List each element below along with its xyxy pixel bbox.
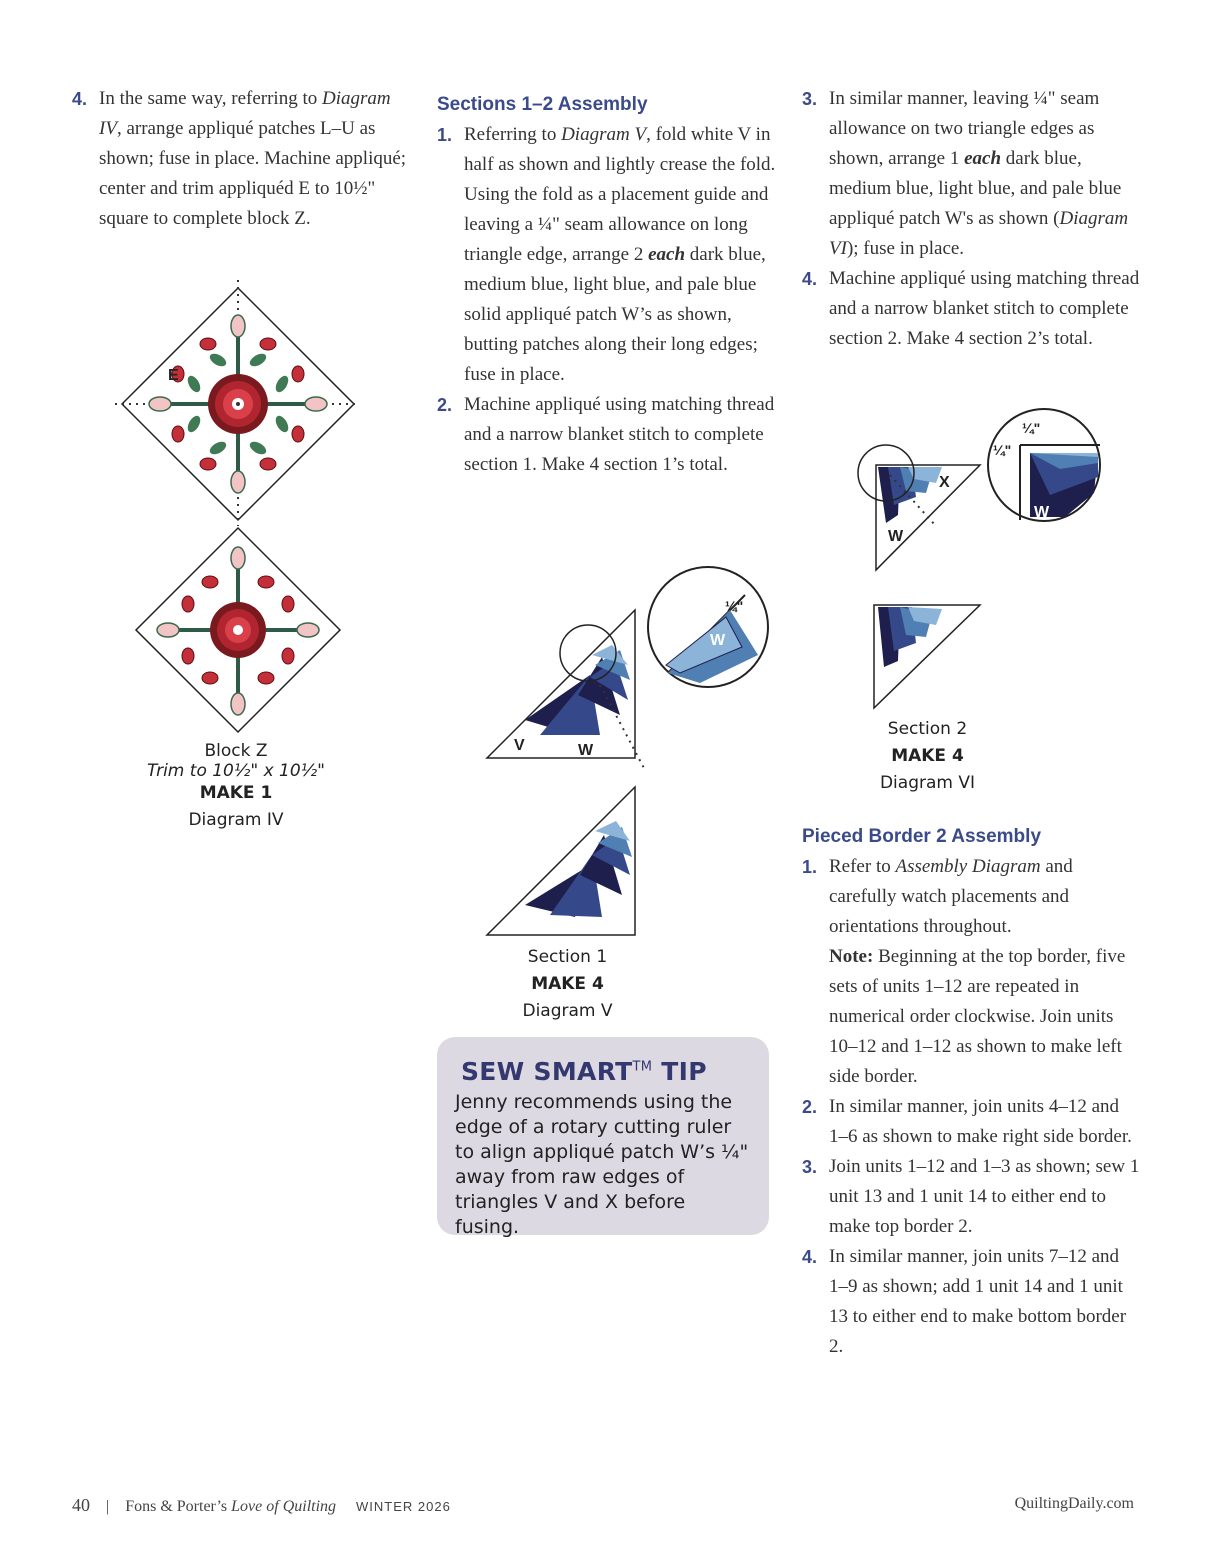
footer-divider: | bbox=[106, 1498, 110, 1515]
step-2-sections: 2. Machine appliqué using matching thread and a narrow blanket stitch to complete section 1. Make 4 section 1’s total. bbox=[437, 394, 775, 475]
label-e: E bbox=[168, 367, 179, 384]
step-1-sections: 1. Referring to Diagram V, fold white V in half as shown and lightly crease the fold. Using the fold as a placement guide and leaving a ¼" seam allowance on long triangle edge, arrange 2 each dark blue, medium blue, light blue, and pale blue solid appliqué patch W’s as shown, butting patches along their long edges; fuse in place. bbox=[437, 124, 776, 385]
column-2 bbox=[437, 84, 777, 480]
diagram-vi-section-2 bbox=[850, 405, 1110, 710]
heading-pieced-border: Pieced Border 2 Assembly bbox=[802, 826, 1042, 847]
publication-name: Fons & Porter’s bbox=[125, 1498, 232, 1515]
diagram-iv-caption: Block Z Trim to 10½" x 10½" MAKE 1 Diagram IV bbox=[147, 741, 325, 830]
footer-left: 40 | Fons & Porter’s Love of Quilting WINTER 2026 bbox=[72, 1495, 451, 1515]
border-step-1: 1. Refer to Assembly Diagram and carefully watch placements and orientations throughout. Note: Beginning at the top border, five sets of units 1–12 are repeated in numerical order clockwise. Join units 10–12 and 1–12 as shown to make left side border. bbox=[802, 856, 1126, 1087]
svg-text:W: W bbox=[578, 742, 594, 759]
column-3-border-section bbox=[802, 816, 1142, 1362]
svg-text:V: V bbox=[514, 737, 525, 754]
svg-text:W: W bbox=[710, 632, 726, 649]
tip-title: SEW SMART™ TIP bbox=[461, 1057, 707, 1086]
block-z-with-guides bbox=[115, 280, 360, 526]
column-3 bbox=[802, 84, 1142, 354]
svg-text:¼": ¼" bbox=[725, 598, 744, 614]
border-step-2: 2. In similar manner, join units 4–12 and 1–6 as shown to make right side border. bbox=[802, 1096, 1132, 1147]
step-4-section-2: 4. Machine appliqué using matching thread and a narrow blanket stitch to complete section 2. Make 4 section 2’s total. bbox=[802, 268, 1140, 349]
diagram-v-caption: Section 1 MAKE 4 Diagram V bbox=[522, 947, 613, 1021]
border-step-4: 4. In similar manner, join units 7–12 and 1–9 as shown; add 1 unit 14 and 1 unit 13 to either end to make bottom border 2. bbox=[802, 1246, 1127, 1357]
svg-text:¼": ¼" bbox=[993, 442, 1012, 458]
section-1-placement bbox=[487, 567, 768, 770]
step-4-block-z: 4. In the same way, referring to Diagram IV, arrange appliqué patches L–U as shown; fuse in place. Machine appliqué; center and trim appliquéd E to 10½" square to complete block Z. bbox=[72, 84, 412, 234]
svg-text:¼": ¼" bbox=[1022, 420, 1041, 436]
border-step-3: 3. Join units 1–12 and 1–3 as shown; sew 1 unit 13 and 1 unit 14 to either end to make top border 2. bbox=[802, 1156, 1140, 1237]
sew-smart-tip bbox=[437, 1037, 769, 1238]
page-number: 40 bbox=[72, 1495, 90, 1515]
section-2-placement bbox=[858, 409, 1100, 570]
diagram-v-section-1 bbox=[480, 565, 770, 945]
column-1 bbox=[72, 84, 412, 234]
issue: WINTER 2026 bbox=[356, 1499, 451, 1514]
diagram-iv-block-z bbox=[110, 280, 370, 740]
tip-body: Jenny recommends using the edge of a rotary cutting ruler to align appliqué patch W’s ¼" away from raw edges of triangles V and X before fusing. bbox=[455, 1091, 749, 1238]
svg-text:X: X bbox=[939, 474, 950, 491]
diagram-vi-caption: Section 2 MAKE 4 Diagram VI bbox=[879, 719, 976, 793]
section-1-finished bbox=[487, 787, 635, 935]
step-number: 4. bbox=[72, 89, 88, 109]
footer-site: QuiltingDaily.com bbox=[1014, 1495, 1134, 1512]
step-3-section-2: 3. In similar manner, leaving ¼" seam allowance on two triangle edges as shown, arrange 1 each dark blue, medium blue, light blue, and pale blue appliqué patch W's as shown (Diagram VI); fuse in place. bbox=[802, 88, 1129, 259]
section-2-finished bbox=[874, 605, 980, 708]
block-z-finished bbox=[136, 528, 340, 732]
heading-sections-assembly: Sections 1–2 Assembly bbox=[437, 94, 648, 115]
svg-text:W: W bbox=[1034, 504, 1050, 521]
svg-text:W: W bbox=[888, 528, 904, 545]
